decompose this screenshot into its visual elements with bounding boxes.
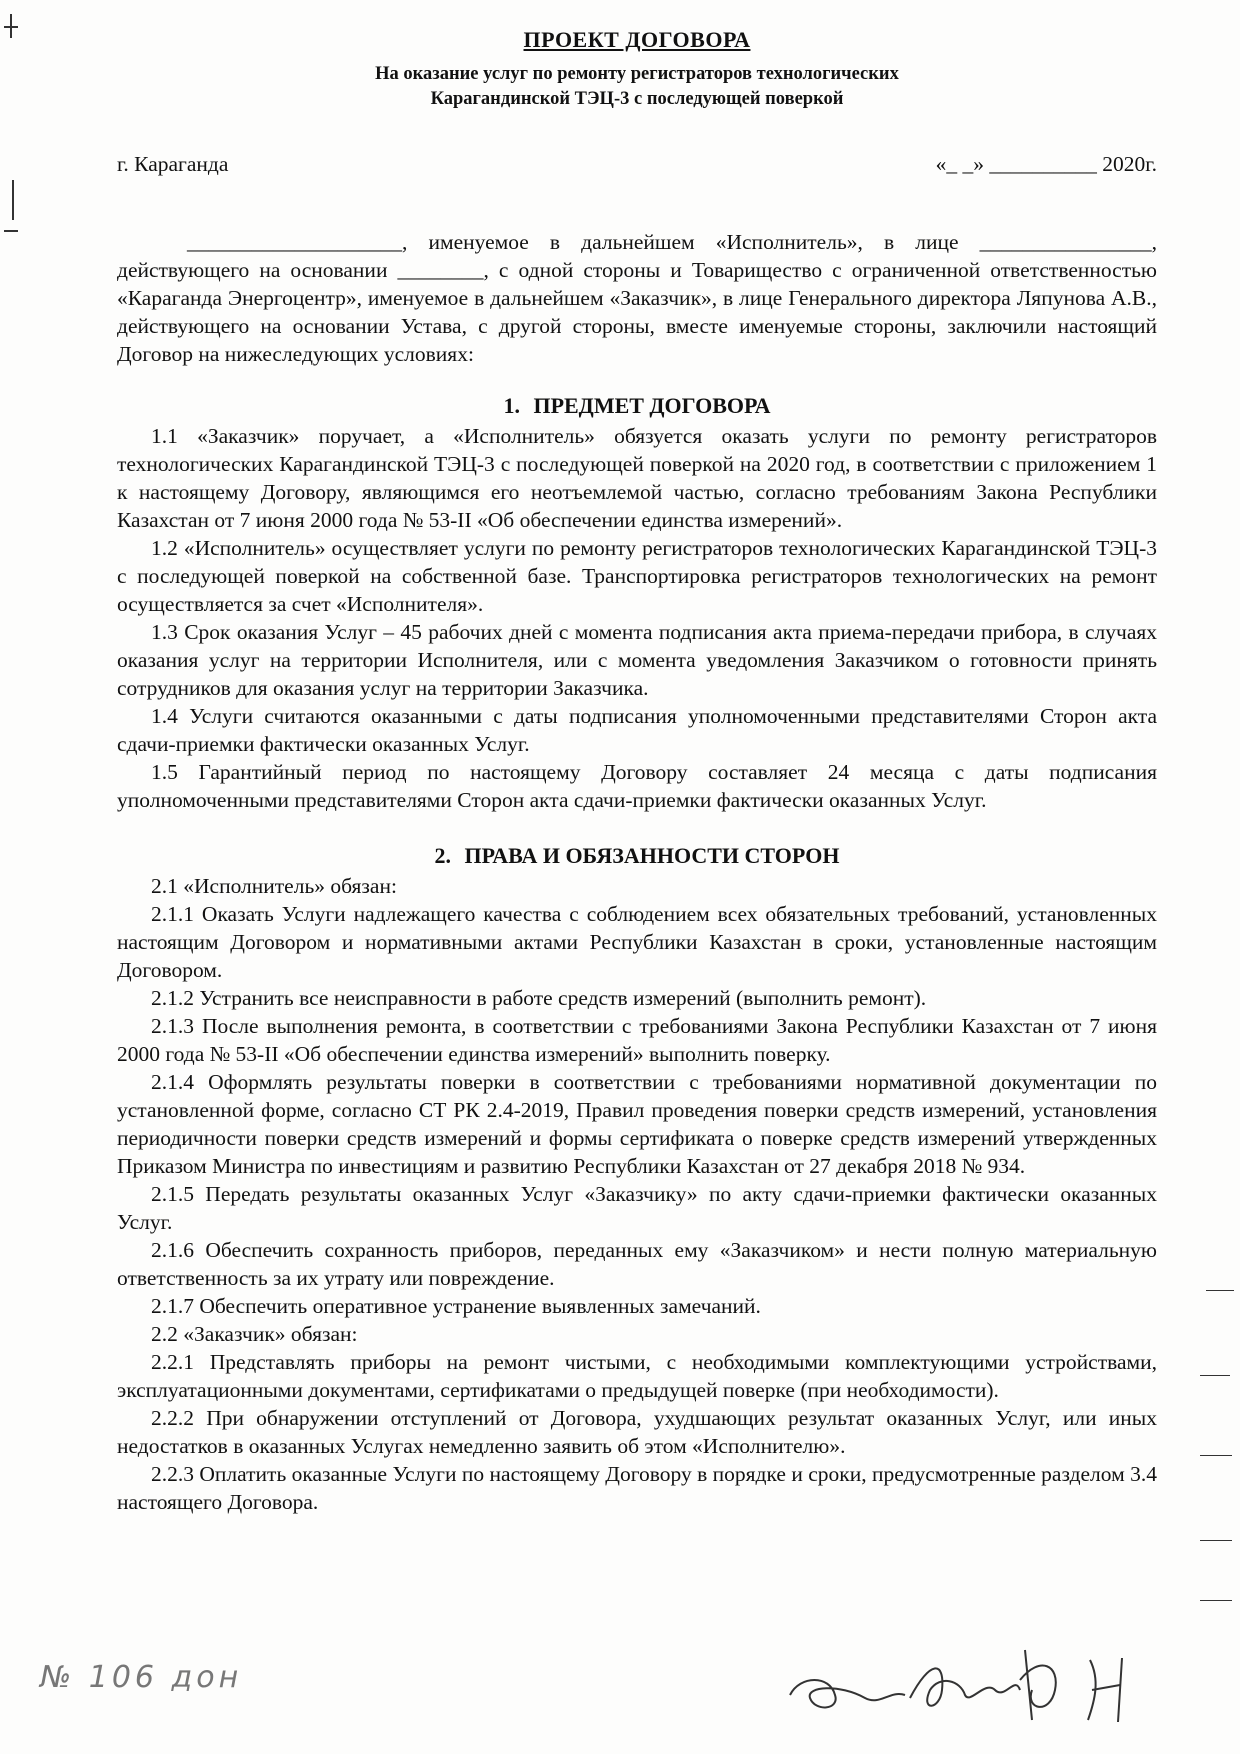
signature-image	[770, 1640, 1190, 1730]
document-title: ПРОЕКТ ДОГОВОРА	[523, 27, 751, 52]
scan-edge-mark	[4, 230, 18, 232]
clause-1-2: 1.2 «Исполнитель» осуществляет услуги по ремонту регистраторов технологических Карагандинской ТЭЦ-3 с последующей поверкой на собственной базе. Транспортировка регистраторов технологических на ремонт осуществляется за счет «Исполнителя».	[117, 536, 1157, 616]
place-date-row	[117, 150, 1157, 178]
clause-1-4: 1.4 Услуги считаются оказанными с даты подписания уполномоченными представителями Сторон акта сдачи-приемки фактически оказанных Услуг.	[117, 704, 1157, 756]
clause-2-2-3: 2.2.3 Оплатить оказанные Услуги по настоящему Договору в порядке и сроки, предусмотренные разделом 3.4 настоящего Договора.	[117, 1462, 1157, 1514]
clause-1-5: 1.5 Гарантийный период по настоящему Договору составляет 24 месяца с даты подписания уполномоченными представителями Сторон акта сдачи-приемки фактически оказанных Услуг.	[117, 760, 1157, 812]
city: г. Караганда	[117, 152, 229, 176]
clause-1-1: 1.1 «Заказчик» поручает, а «Исполнитель» обязуется оказать услуги по ремонту регистраторов технологических Карагандинской ТЭЦ-3 с последующей поверкой на 2020 год, в соответствии с приложением 1 к настоящему Договору, являющимся его неотъемлемой частью, согласно требованиям Закона Республики Казахстан от 7 июня 2000 года № 53-II «Об обеспечении единства измерений».	[117, 424, 1157, 532]
section1-title: ПРЕДМЕТ ДОГОВОРА	[533, 393, 771, 418]
clause-2-1-2: 2.1.2 Устранить все неисправности в работе средств измерений (выполнить ремонт).	[151, 986, 927, 1010]
section2-heading	[117, 842, 1157, 870]
scan-edge-mark	[1200, 1540, 1232, 1541]
clause-2-2-1: 2.2.1 Представлять приборы на ремонт чистыми, с необходимыми комплектующими устройствами, эксплуатационными документами, сертификатами о предыдущей поверке (при необходимости).	[117, 1350, 1157, 1402]
section1-number: 1.	[503, 393, 520, 418]
section2-number: 2.	[434, 843, 452, 868]
document-body	[117, 26, 1157, 1516]
handwritten-note: № 106 дон	[40, 1660, 243, 1695]
preamble	[117, 228, 1157, 368]
scan-edge-mark	[12, 180, 14, 220]
clause-2-1-4: 2.1.4 Оформлять результаты поверки в соответствии с требованиями нормативной документации по установленной форме, согласно СТ РК 2.4-2019, Правил проведения поверки средств измерений, установления периодичности поверки средств измерений и формы сертификата о поверке средств измерений утвержденных Приказом Министра по инвестициям и развитию Республики Казахстан от 27 декабря 2018 № 934.	[117, 1070, 1157, 1178]
section2-title: ПРАВА И ОБЯЗАННОСТИ СТОРОН	[464, 843, 840, 868]
scan-edge-mark	[1200, 1455, 1232, 1456]
clause-2-1-1: 2.1.1 Оказать Услуги надлежащего качества с соблюдением всех обязательных требований, установленных настоящим Договором и нормативными актами Республики Казахстан в сроки, установленные настоящим Договором.	[117, 902, 1157, 982]
scan-edge-mark	[1200, 1375, 1230, 1376]
clause-2-2-2: 2.2.2 При обнаружении отступлений от Договора, ухудшающих результат оказанных Услуг, или иных недостатков в оказанных Услугах немедленно заявить об этом «Исполнителю».	[117, 1406, 1157, 1458]
clause-2-1-3: 2.1.3 После выполнения ремонта, в соответствии с требованиями Закона Республики Казахстан от 7 июня 2000 года № 53-II «Об обеспечении единства измерений» выполнить поверку.	[117, 1014, 1157, 1066]
scan-edge-mark	[4, 26, 18, 28]
preamble-text: ____________________, именуемое в дальнейшем «Исполнитель», в лице ________________, действующего на основании ________, с одной стороны и Товарищество с ограниченной ответственностью «Караганда Энергоцентр», именуемое в дальнейшем «Заказчик», в лице Генерального директора Ляпунова А.В., действующего на основании Устава, с другой стороны, вместе именуемые стороны, заключили настоящий Договор на нижеследующих условиях:	[117, 230, 1157, 366]
clause-2-1: 2.1 «Исполнитель» обязан:	[151, 874, 397, 898]
contract-date: «_ _» __________ 2020г.	[935, 152, 1157, 176]
clause-2-1-7: 2.1.7 Обеспечить оперативное устранение выявленных замечаний.	[151, 1294, 761, 1318]
section1-heading	[117, 392, 1157, 420]
clause-2-1-6: 2.1.6 Обеспечить сохранность приборов, переданных ему «Заказчиком» и нести полную материальную ответственность за их утрату или повреждение.	[117, 1238, 1157, 1290]
document-subtitle-line2: Карагандинской ТЭЦ-3 с последующей поверкой	[430, 89, 844, 109]
scan-edge-mark	[1200, 1600, 1232, 1601]
clause-1-3: 1.3 Срок оказания Услуг – 45 рабочих дней с момента подписания акта приема-передачи прибора, в случаях оказания услуг на территории Исполнителя, или с момента уведомления Заказчиком о готовности принять сотрудников для оказания услуг на территории Заказчика.	[117, 620, 1157, 700]
clause-2-1-5: 2.1.5 Передать результаты оказанных Услуг «Заказчику» по акту сдачи-приемки фактически оказанных Услуг.	[117, 1182, 1157, 1234]
scan-edge-mark	[1206, 1290, 1234, 1291]
clause-2-2: 2.2 «Заказчик» обязан:	[151, 1322, 358, 1346]
document-subtitle-line1: На оказание услуг по ремонту регистраторов технологических	[375, 64, 899, 84]
